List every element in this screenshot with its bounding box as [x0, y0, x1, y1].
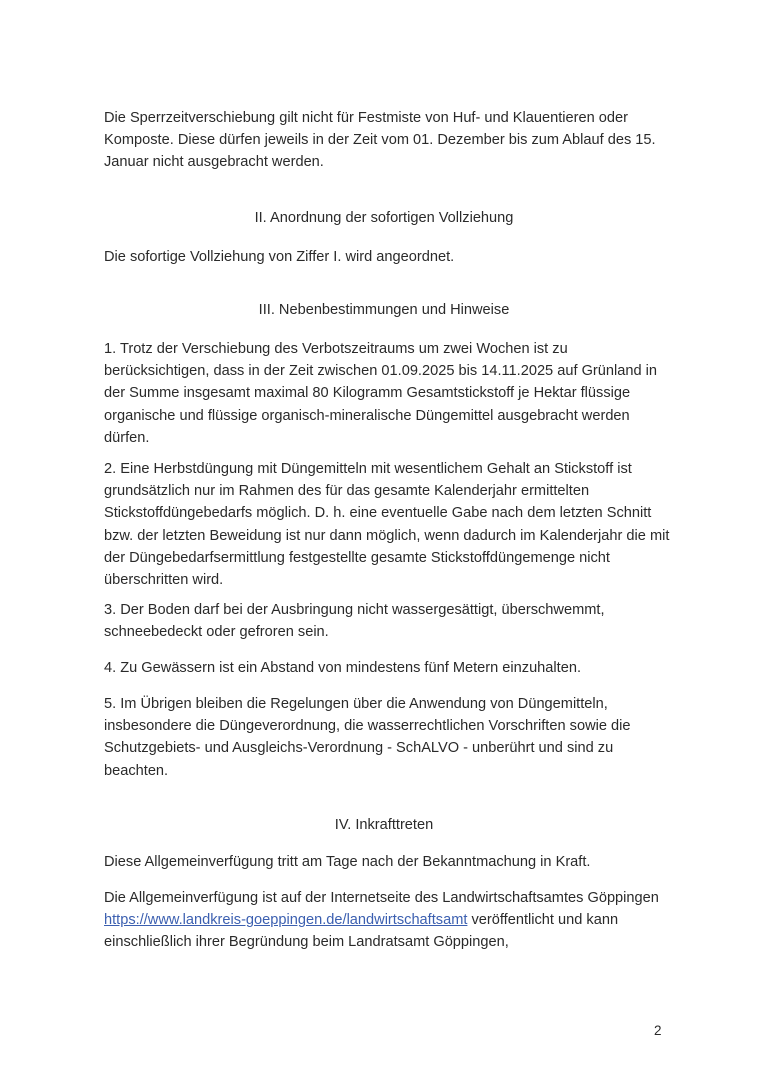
- landwirtschaftsamt-link[interactable]: https://www.landkreis-goeppingen.de/landwirtschaftsamt: [104, 912, 468, 929]
- section-3-item-4: 4. Zu Gewässern ist ein Abstand von mindestens fünf Metern einzuhalten.: [104, 660, 581, 676]
- page-number: 2: [654, 1023, 662, 1038]
- section-4-heading: IV. Inkrafttreten: [334, 817, 434, 833]
- section-2-text: Die sofortige Vollziehung von Ziffer I. wird angeordnet.: [104, 249, 455, 265]
- publication-text-after: veröffentlicht und kann einschließlich ihrer Begründung beim Landratsamt Göppingen,: [104, 912, 619, 951]
- section-3-item-1: 1. Trotz der Verschiebung des Verbotszeitraums um zwei Wochen ist zu berücksichtigen, dass in der Zeit zwischen 01.09.2025 bis 14.11.2025 auf Grünland in der Summe insgesamt maximal 80 Kilogramm Gesamtstickstoff je Hektar flüssige organische und flüssige organisch-mineralische Düngemittel ausgebracht werden dürfen.: [104, 341, 658, 446]
- section-3-item-5: 5. Im Übrigen bleiben die Regelungen über die Anwendung von Düngemitteln, insbesondere die Düngeverordnung, die wasserrechtlichen Vorschriften sowie die Schutzgebiets- und Ausgleichs-Verordnung - SchALVO - unberührt und sind zu beachten.: [104, 696, 631, 779]
- publication-paragraph: [104, 887, 674, 954]
- section-2-heading: II. Anordnung der sofortigen Vollziehung: [254, 210, 514, 226]
- intro-paragraph: Die Sperrzeitverschiebung gilt nicht für Festmiste von Huf- und Klauentieren oder Komposte. Diese dürfen jeweils in der Zeit vom 01. Dezember bis zum Ablauf des 15. Januar nicht ausgebracht werden.: [104, 110, 656, 171]
- section-3-heading: III. Nebenbestimmungen und Hinweise: [258, 302, 510, 318]
- section-4-text: Diese Allgemeinverfügung tritt am Tage nach der Bekanntmachung in Kraft.: [104, 854, 591, 870]
- section-3-item-2: 2. Eine Herbstdüngung mit Düngemitteln mit wesentlichem Gehalt an Stickstoff ist grundsätzlich nur im Rahmen des für das gesamte Kalenderjahr ermittelten Stickstoffdüngebedarfs möglich. D. h. eine eventuelle Gabe nach dem letzten Schnitt bzw. der letzten Beweidung ist nur dann möglich, wenn dadurch im Kalenderjahr die mit der Düngebedarfsermittlung festgestellte gesamte Stickstoffdüngemenge nicht überschritten wird.: [104, 461, 670, 589]
- section-3-item-3: 3. Der Boden darf bei der Ausbringung nicht wassergesättigt, überschwemmt, schneebedeckt oder gefroren sein.: [104, 602, 605, 641]
- publication-text-before: Die Allgemeinverfügung ist auf der Internetseite des Landwirtschaftsamtes Göppingen: [104, 890, 659, 906]
